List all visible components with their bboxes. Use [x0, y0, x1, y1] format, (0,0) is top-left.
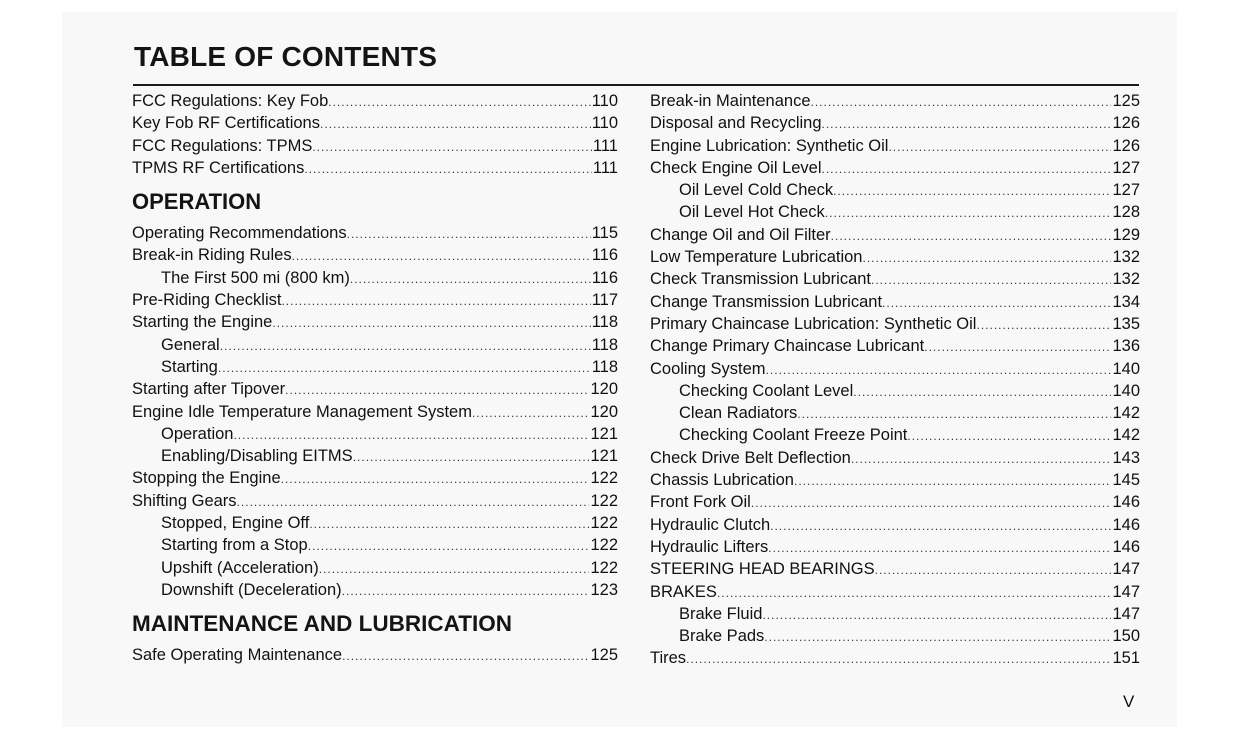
toc-entry[interactable]: Change Transmission Lubricant ..... 134: [650, 291, 1140, 313]
toc-entry[interactable]: Starting after Tipover ..... 120: [132, 378, 618, 400]
toc-subentry[interactable]: Brake Pads ..... 150: [650, 625, 1140, 647]
toc-subentry[interactable]: The First 500 mi (800 km) ..... 116: [132, 267, 618, 289]
toc-entry[interactable]: Cooling System ..... 140: [650, 358, 1140, 380]
toc-entry[interactable]: Front Fork Oil ..... 146: [650, 491, 1140, 513]
toc-entry[interactable]: Starting the Engine ..... 118: [132, 311, 618, 333]
section-heading-maintenance: MAINTENANCE AND LUBRICATION: [132, 611, 512, 637]
toc-subentry[interactable]: Brake Fluid ..... 147: [650, 603, 1140, 625]
toc-subentry[interactable]: Checking Coolant Level ..... 140: [650, 380, 1140, 402]
toc-right-column: [650, 90, 1140, 670]
toc-subentry[interactable]: Oil Level Hot Check ..... 128: [650, 201, 1140, 223]
toc-subentry[interactable]: Starting from a Stop ..... 122: [132, 534, 618, 556]
toc-subentry[interactable]: Enabling/Disabling EITMS ..... 121: [132, 445, 618, 467]
toc-entry[interactable]: Low Temperature Lubrication ..... 132: [650, 246, 1140, 268]
toc-entry[interactable]: FCC Regulations: Key Fob ..... 110: [132, 90, 618, 112]
toc-subentry[interactable]: Checking Coolant Freeze Point ..... 142: [650, 424, 1140, 446]
toc-entry[interactable]: Check Transmission Lubricant ..... 132: [650, 268, 1140, 290]
toc-entry[interactable]: Change Primary Chaincase Lubricant ..... 136: [650, 335, 1140, 357]
toc-entry[interactable]: Stopping the Engine ..... 122: [132, 467, 618, 489]
toc-entry[interactable]: Primary Chaincase Lubrication: Synthetic Oil ..... 135: [650, 313, 1140, 335]
toc-subentry[interactable]: Oil Level Cold Check ..... 127: [650, 179, 1140, 201]
section-heading-operation: OPERATION: [132, 189, 262, 215]
toc-subentry[interactable]: Downshift (Deceleration) ..... 123: [132, 579, 618, 601]
toc-subentry[interactable]: Stopped, Engine Off ..... 122: [132, 512, 618, 534]
toc-entry[interactable]: Change Oil and Oil Filter ..... 129: [650, 224, 1140, 246]
toc-entry[interactable]: Safe Operating Maintenance ..... 125: [132, 644, 618, 666]
toc-entry[interactable]: Chassis Lubrication ..... 145: [650, 469, 1140, 491]
toc-entry[interactable]: Check Drive Belt Deflection ..... 143: [650, 447, 1140, 469]
toc-entry[interactable]: Tires ..... 151: [650, 647, 1140, 669]
toc-entry[interactable]: BRAKES ..... 147: [650, 581, 1140, 603]
toc-entry[interactable]: Hydraulic Lifters ..... 146: [650, 536, 1140, 558]
toc-entry[interactable]: Break-in Maintenance ..... 125: [650, 90, 1140, 112]
toc-entry[interactable]: Check Engine Oil Level ..... 127: [650, 157, 1140, 179]
toc-entry[interactable]: FCC Regulations: TPMS ..... 111: [132, 135, 618, 157]
toc-entry[interactable]: Operating Recommendations ..... 115: [132, 222, 618, 244]
toc-entry[interactable]: Key Fob RF Certifications ..... 110: [132, 112, 618, 134]
toc-subentry[interactable]: General ..... 118: [132, 334, 618, 356]
toc-subentry[interactable]: Upshift (Acceleration) ..... 122: [132, 557, 618, 579]
toc-entry[interactable]: Disposal and Recycling ..... 126: [650, 112, 1140, 134]
toc-entry[interactable]: Shifting Gears ..... 122: [132, 490, 618, 512]
title-rule: [133, 84, 1139, 86]
toc-entry[interactable]: Hydraulic Clutch ..... 146: [650, 514, 1140, 536]
toc-left-column: [132, 90, 618, 667]
toc-entry[interactable]: STEERING HEAD BEARINGS ..... 147: [650, 558, 1140, 580]
toc-entry[interactable]: Pre-Riding Checklist ..... 117: [132, 289, 618, 311]
toc-subentry[interactable]: Starting ..... 118: [132, 356, 618, 378]
page-title: TABLE OF CONTENTS: [134, 41, 438, 72]
page-folio: V: [1123, 692, 1135, 711]
toc-entry[interactable]: Engine Lubrication: Synthetic Oil ..... 126: [650, 135, 1140, 157]
toc-entry[interactable]: Engine Idle Temperature Management System ..... 120: [132, 401, 618, 423]
toc-entry[interactable]: Break-in Riding Rules ..... 116: [132, 244, 618, 266]
toc-entry[interactable]: TPMS RF Certifications ..... 111: [132, 157, 618, 179]
toc-subentry[interactable]: Clean Radiators ..... 142: [650, 402, 1140, 424]
toc-subentry[interactable]: Operation ..... 121: [132, 423, 618, 445]
